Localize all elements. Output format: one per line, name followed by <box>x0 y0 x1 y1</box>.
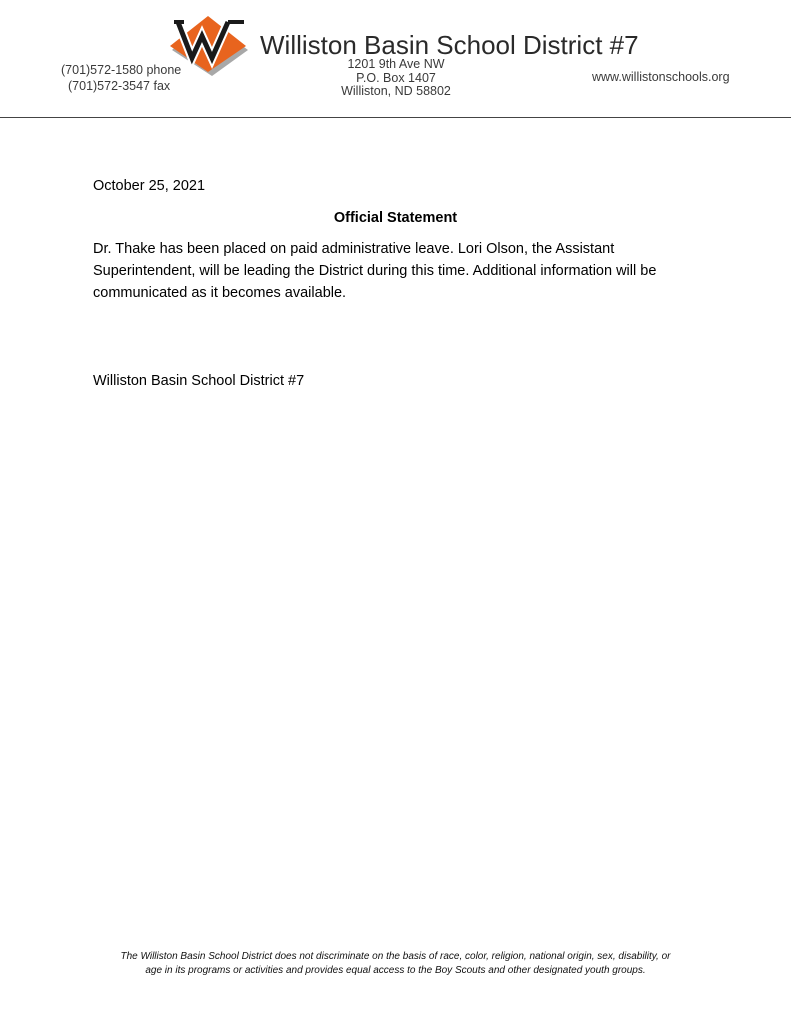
letterhead <box>0 0 791 120</box>
fax-number: (701)572-3547 fax <box>68 79 171 93</box>
address-line-1: 1201 9th Ave NW <box>347 57 445 71</box>
address-line-2: P.O. Box 1407 <box>356 70 436 85</box>
statement-title: Official Statement <box>333 210 458 226</box>
address-line-3: Williston, ND 58802 <box>341 84 451 98</box>
body-line: Dr. Thake has been placed on paid administrative leave. Lori Olson, the Assistant <box>93 241 615 257</box>
district-name: Williston Basin School District #7 <box>260 30 639 60</box>
nondiscrimination-notice <box>0 950 791 978</box>
notice-line: age in its programs or activities and provides equal access to the Boy Scouts and other designated youth groups. <box>145 965 646 976</box>
mailing-address <box>334 58 458 99</box>
letter-date: October 25, 2021 <box>93 178 206 194</box>
body-line: communicated as it becomes available. <box>93 285 347 301</box>
body-line: Superintendent, will be leading the District during this time. Additional information will be <box>93 263 657 279</box>
statement-body <box>93 238 703 304</box>
signature: Williston Basin School District #7 <box>93 373 305 389</box>
contact-numbers <box>61 62 181 94</box>
phone-number: (701)572-1580 phone <box>61 63 182 77</box>
notice-line: The Williston Basin School District does not discriminate on the basis of race, color, religion, national origin, sex, disability, or <box>120 951 671 962</box>
header-divider <box>0 117 791 118</box>
website-link[interactable]: www.willistonschools.org <box>592 70 730 84</box>
